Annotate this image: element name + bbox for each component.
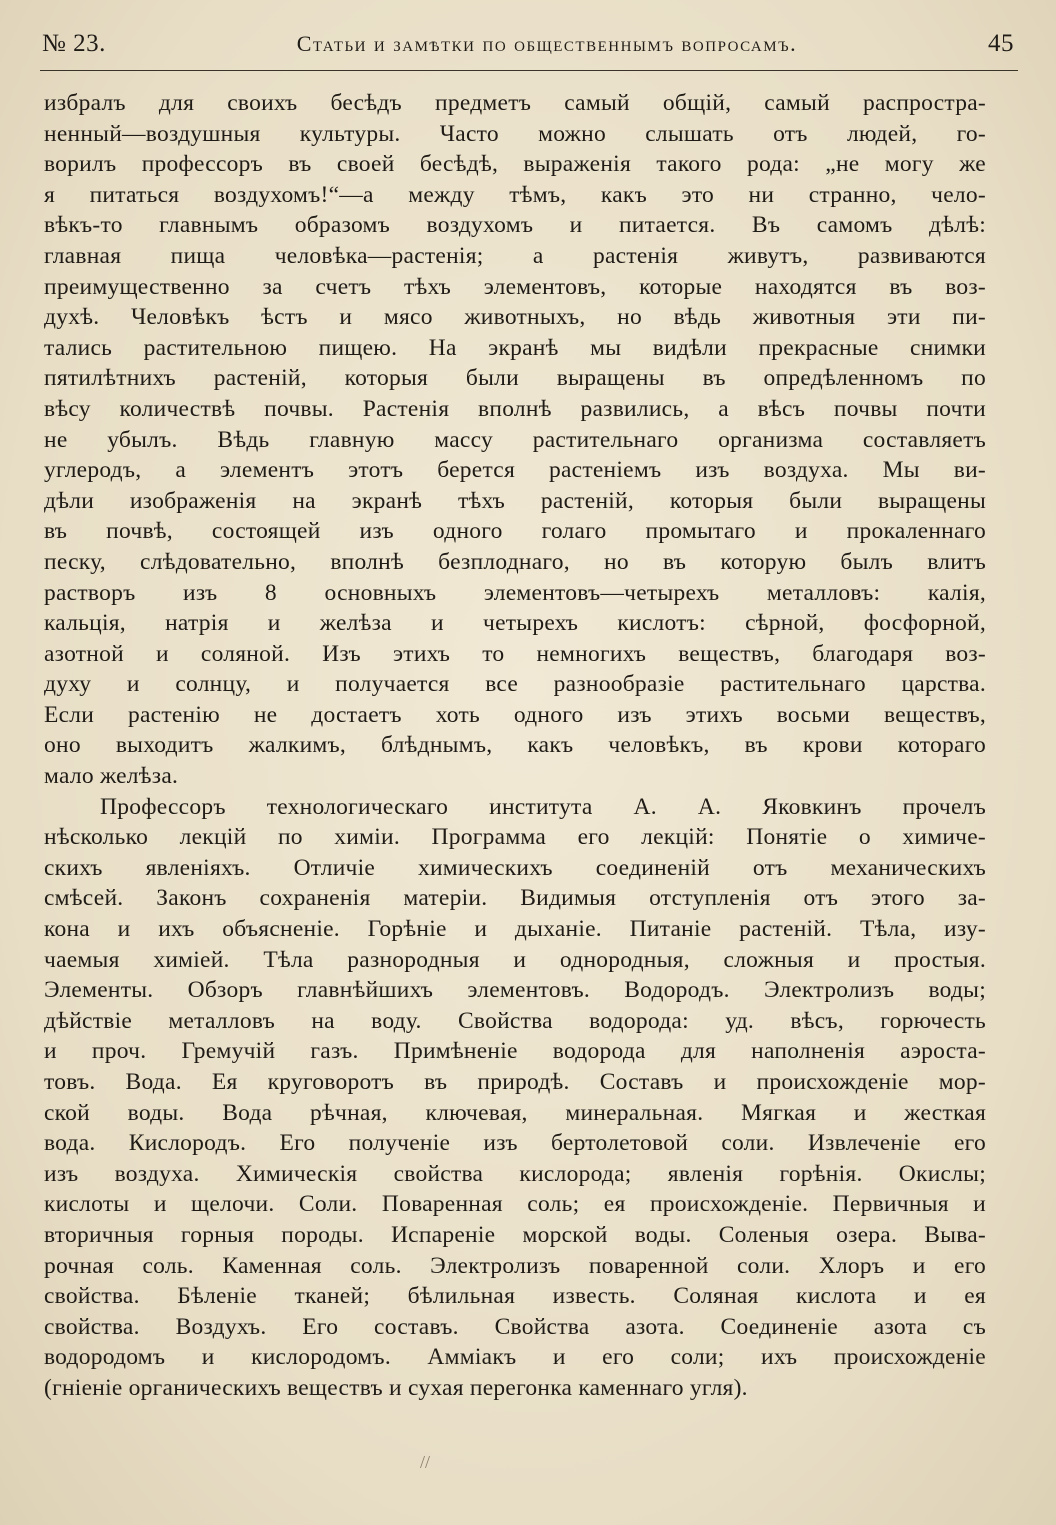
text-line: духѣ. Человѣкъ ѣстъ и мясо животныхъ, но вѣдь животныя эти пи- [44,304,986,331]
text-line: дѣли изображенія на экранѣ тѣхъ растеній, которыя были выращены [44,487,986,514]
text-line: смѣсей. Законъ сохраненія матеріи. Видимыя отступленія отъ этого за- [44,885,986,912]
text-line: и проч. Гремучій газъ. Примѣненіе водорода для наполненія аэроста- [44,1038,986,1065]
text-line: дѣйствіе металловъ на воду. Свойства водорода: уд. вѣсъ, горючесть [44,1007,986,1034]
text-line: водородомъ и кислородомъ. Амміакъ и его соли; ихъ происхожденіе [44,1344,986,1371]
text-line: Элементы. Обзоръ главнѣйшихъ элементовъ. Водородъ. Электролизъ воды; [44,977,986,1004]
text-line: рочная соль. Каменная соль. Электролизъ поваренной соли. Хлоръ и его [44,1252,986,1279]
footer-mark: // [420,1452,431,1472]
text-line: кислоты и щелочи. Соли. Поваренная соль; ея происхожденіе. Первичныя и [44,1191,986,1218]
text-line: я питаться воздухомъ!“—а между тѣмъ, какъ это ни странно, чело- [44,181,986,208]
text-line: скихъ явленіяхъ. Отличіе химическихъ соединеній отъ механическихъ [44,854,986,881]
text-line: изъ воздуха. Химическія свойства кислорода; явленія горѣнія. Окислы; [44,1160,986,1187]
header-rule [40,70,1018,71]
text-line: нѣсколько лекцій по химіи. Программа его лекцій: Понятіе о химиче- [44,824,986,851]
paragraph [44,792,986,1404]
text-line: главная пища человѣка—растенія; а растенія живутъ, развиваются [44,242,986,269]
text-line: вѣкъ-то главнымъ образомъ воздухомъ и питается. Въ самомъ дѣлѣ: [44,212,986,239]
text-line: вода. Кислородъ. Его полученіе изъ бертолетовой соли. Извлеченіе его [44,1130,986,1157]
text-line: растворъ изъ 8 основныхъ элементовъ—четырехъ металловъ: калія, [44,579,986,606]
body-text [44,88,986,1404]
text-line: преимущественно за счетъ тѣхъ элементовъ, которые находятся въ воз- [44,273,986,300]
text-line: песку, слѣдовательно, вполнѣ безплоднаго, но въ которую былъ влитъ [44,548,986,575]
page-number: 45 [987,30,1014,57]
text-line: ворилъ профессоръ въ своей бесѣдѣ, выраженія такого рода: „не могу же [44,151,986,178]
text-line: углеродъ, а элементъ этотъ берется растеніемъ изъ воздуха. Мы ви- [44,457,986,484]
text-line: товъ. Вода. Ея круговоротъ въ природѣ. Составъ и происхожденіе мор- [44,1069,986,1095]
text-line: тались растительною пищею. На экранѣ мы видѣли прекрасные снимки [44,334,986,361]
text-line: ненный—воздушныя культуры. Часто можно слышать отъ людей, го- [44,120,986,147]
text-line: вѣсу количествѣ почвы. Растенія вполнѣ развились, а вѣсъ почвы почти [44,395,986,422]
running-head [42,30,1014,66]
text-line: духу и солнцу, и получается все разнообразіе растительнаго царства. [44,671,986,698]
text-line: ской воды. Вода рѣчная, ключевая, минеральная. Мягкая и жесткая [44,1099,986,1126]
text-line: въ почвѣ, состоящей изъ одного голаго промытаго и прокаленнаго [44,518,986,545]
text-line: свойства. Бѣленіе тканей; бѣлильная известь. Соляная кислота и ея [44,1283,986,1310]
text-line: вторичныя горныя породы. Испареніе морской воды. Соленыя озера. Выва- [44,1221,986,1248]
text-line: азотной и соляной. Изъ этихъ то немногихъ веществъ, благодаря воз- [44,640,986,667]
text-line: Если растенію не достаетъ хоть одного изъ этихъ восьми веществъ, [44,701,986,728]
text-line: мало желѣза. [44,763,179,790]
paragraph [44,88,986,792]
text-line: оно выходитъ жалкимъ, блѣднымъ, какъ человѣкъ, въ крови котораго [44,732,986,759]
text-line: кальція, натрія и желѣза и четырехъ кислотъ: сѣрной, фосфорной, [44,610,986,637]
text-line: не убылъ. Вѣдь главную массу растительнаго организма составляетъ [44,426,986,453]
text-line: свойства. Воздухъ. Его составъ. Свойства азота. Соединеніе азота съ [44,1313,986,1340]
text-line: кона и ихъ объясненіе. Горѣніе и дыханіе. Питаніе растеній. Тѣла, изу- [44,916,986,943]
issue-number: № 23. [42,30,106,57]
text-line: пятилѣтнихъ растеній, которыя были выращены въ опредѣленномъ по [44,365,986,392]
text-line: избралъ для своихъ бесѣдъ предметъ самый общій, самый распростра- [44,90,986,116]
text-line: (гніеніе органическихъ веществъ и сухая перегонка каменнаго угля). [44,1374,748,1401]
section-title: Статьи и замѣтки по общественнымъ вопросамъ. [296,31,798,56]
text-line: чаемыя химіей. Тѣла разнородныя и однородныя, сложныя и простыя. [44,946,986,973]
text-line: Профессоръ технологическаго института А. А. Яковкинъ прочелъ [100,793,986,820]
